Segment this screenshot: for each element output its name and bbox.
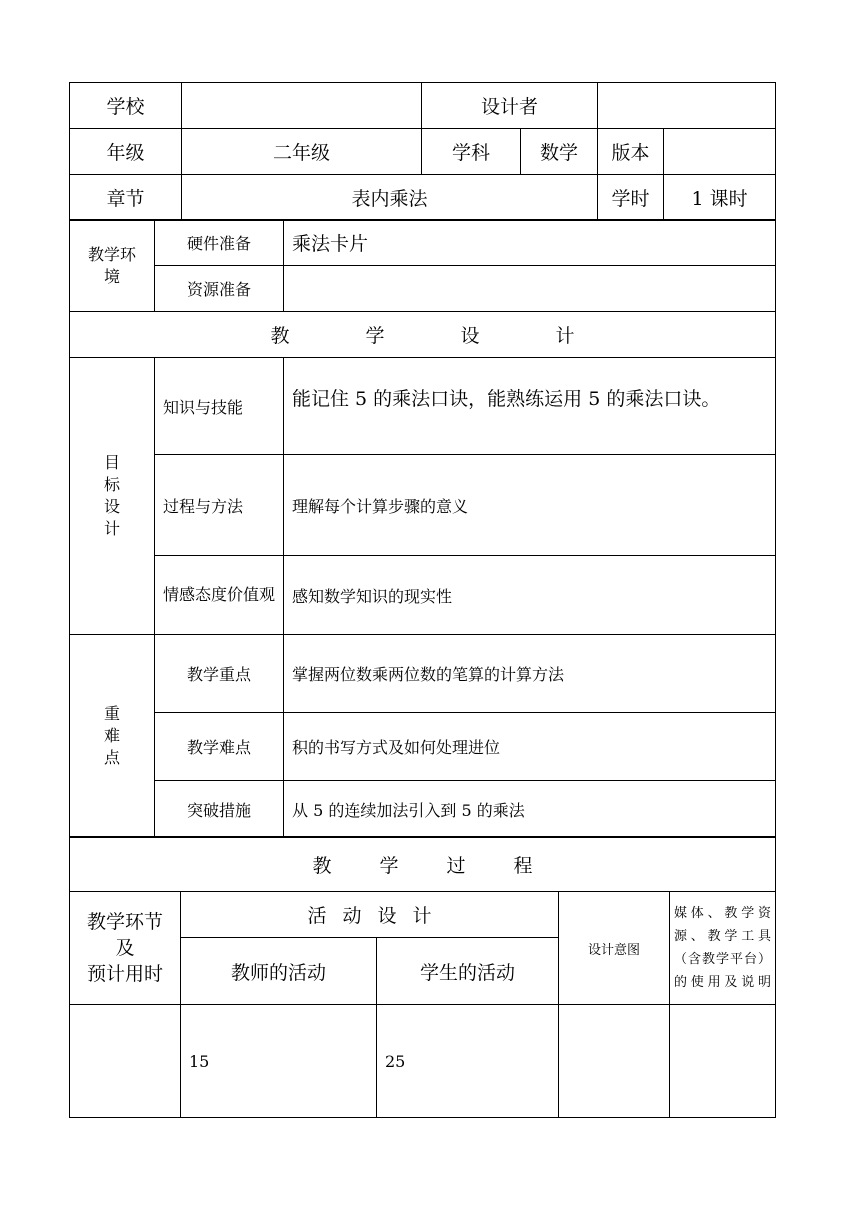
goal-emotion-value: 感知数学知识的现实性 xyxy=(284,556,776,635)
key-measure-label: 突破措施 xyxy=(155,781,284,838)
header-table xyxy=(69,82,776,221)
goal-process-label: 过程与方法 xyxy=(155,455,284,556)
grade-value: 二年级 xyxy=(182,129,422,175)
row-intent xyxy=(559,1005,670,1118)
resource-label: 资源准备 xyxy=(155,266,284,312)
grade-label: 年级 xyxy=(70,129,182,175)
row-stage xyxy=(70,1005,181,1118)
process-table xyxy=(69,836,776,1118)
key-focus-value: 掌握两位数乘两位数的笔算的计算方法 xyxy=(284,635,776,713)
design-title: 教 学 设 计 xyxy=(70,312,776,358)
teacher-activity-label: 教师的活动 xyxy=(181,938,377,1005)
chapter-value: 表内乘法 xyxy=(182,175,598,221)
activity-label: 活 动 设 计 xyxy=(181,892,559,938)
keypoints-label: 重 难 点 xyxy=(70,635,155,838)
student-activity-label: 学生的活动 xyxy=(377,938,559,1005)
goal-process-value: 理解每个计算步骤的意义 xyxy=(284,455,776,556)
stage-label: 教学环节 及 预计用时 xyxy=(70,892,181,1005)
school-value xyxy=(182,83,422,129)
media-label: 媒体、教学资源、教学工具（含教学平台）的使用及说明 xyxy=(670,892,776,1005)
key-focus-label: 教学重点 xyxy=(155,635,284,713)
edition-value xyxy=(664,129,776,175)
goal-knowledge-value: 能记住 5 的乘法口诀，能熟练运用 5 的乘法口诀。 xyxy=(284,358,776,455)
school-label: 学校 xyxy=(70,83,182,129)
designer-value xyxy=(598,83,776,129)
environment-label: 教学环境 xyxy=(70,220,155,312)
hours-value: 1 课时 xyxy=(664,175,776,221)
goal-knowledge-label: 知识与技能 xyxy=(155,358,284,455)
resource-value xyxy=(284,266,776,312)
designer-label: 设计者 xyxy=(422,83,598,129)
row-teacher: 15 xyxy=(181,1005,377,1118)
key-difficulty-label: 教学难点 xyxy=(155,713,284,781)
process-title: 教 学 过 程 xyxy=(70,837,776,892)
edition-label: 版本 xyxy=(598,129,664,175)
goal-emotion-label: 情感态度价值观 xyxy=(155,556,284,635)
hardware-value: 乘法卡片 xyxy=(284,220,776,266)
row-media xyxy=(670,1005,776,1118)
row-student: 25 xyxy=(377,1005,559,1118)
chapter-label: 章节 xyxy=(70,175,182,221)
subject-label: 学科 xyxy=(422,129,521,175)
design-table xyxy=(69,219,776,838)
intent-label: 设计意图 xyxy=(559,892,670,1005)
key-measure-value: 从 5 的连续加法引入到 5 的乘法 xyxy=(284,781,776,838)
subject-value: 数学 xyxy=(521,129,598,175)
hardware-label: 硬件准备 xyxy=(155,220,284,266)
goals-label: 目 标 设 计 xyxy=(70,358,155,635)
hours-label: 学时 xyxy=(598,175,664,221)
key-difficulty-value: 积的书写方式及如何处理进位 xyxy=(284,713,776,781)
